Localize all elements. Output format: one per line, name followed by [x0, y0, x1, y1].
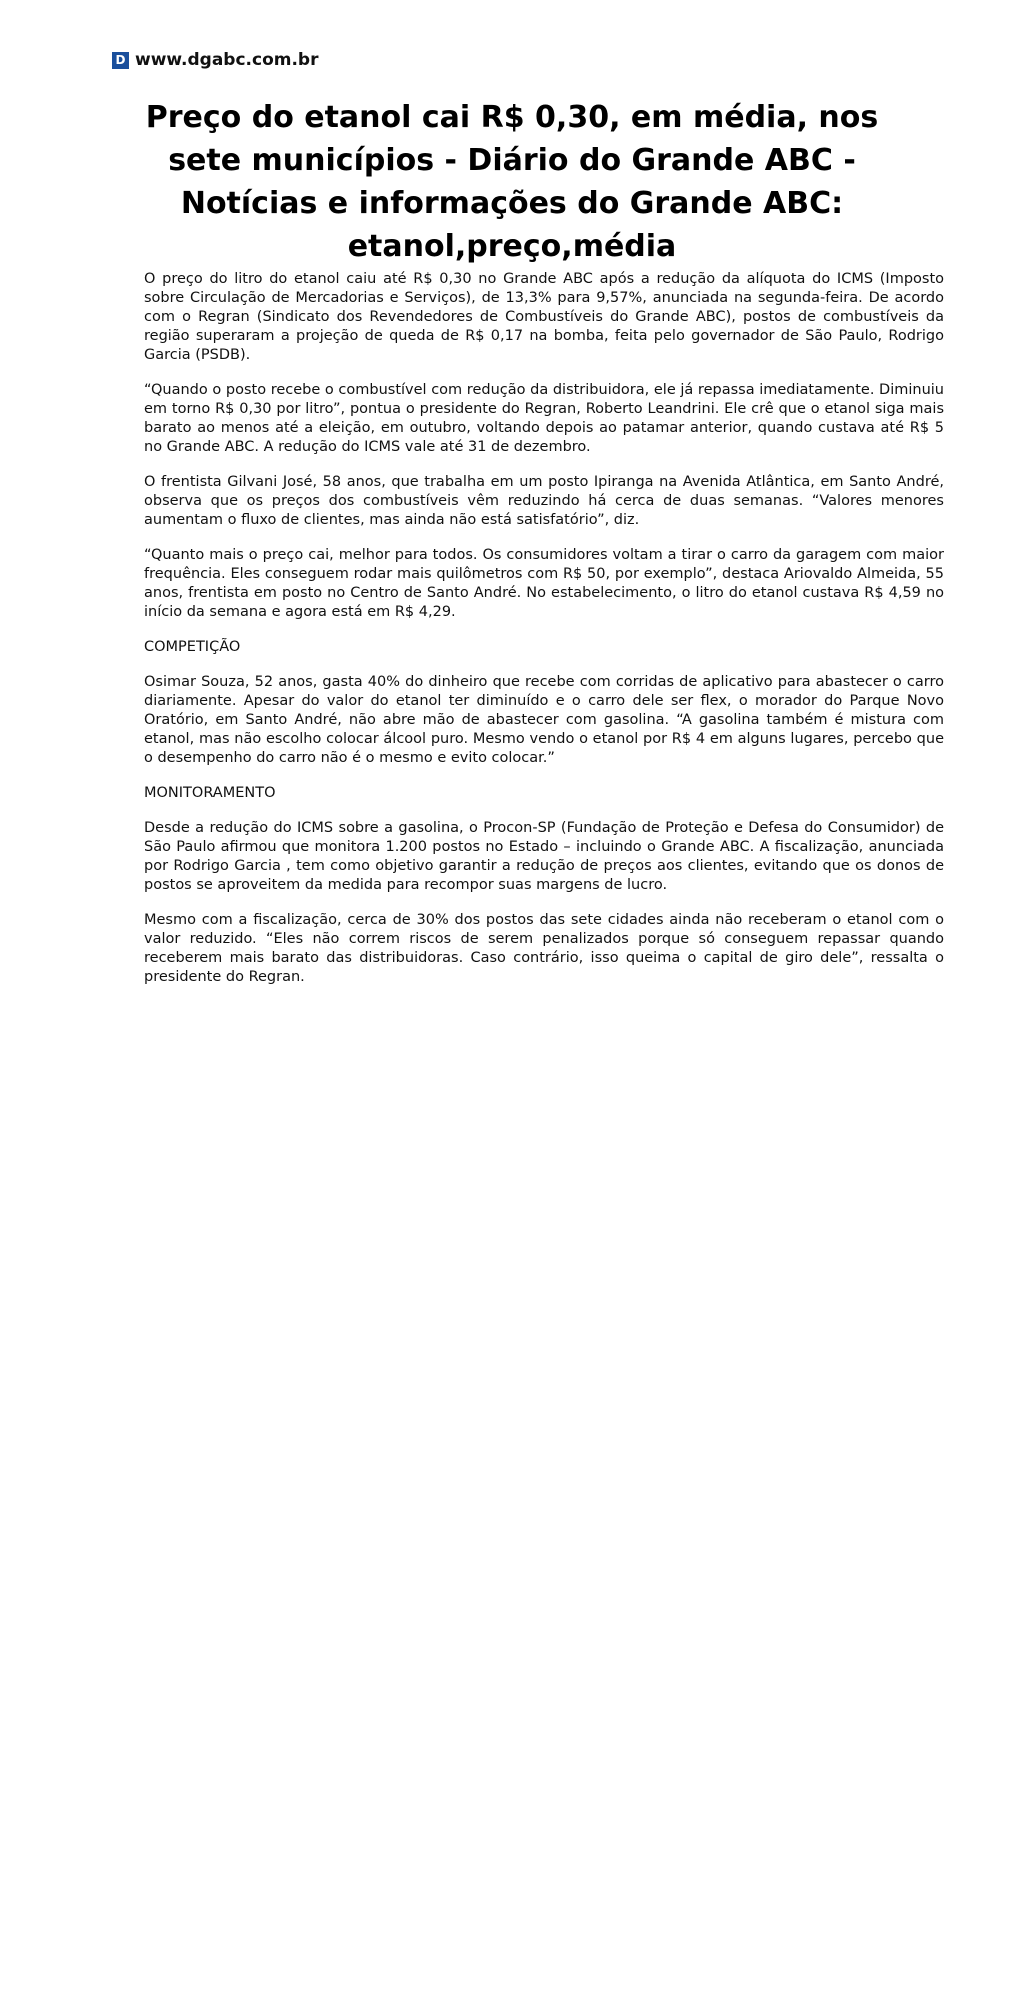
article-paragraph-5: Osimar Souza, 52 anos, gasta 40% do dinheiro que recebe com corridas de aplicativo para abastecer o carro diariamente. Apesar do valor do etanol ter diminuído e o carro dele ser flex, o morador do Parque Novo Oratório, em Santo André, não abre mão de abastecer com gasolina. “A gasolina também é mistura com etanol, mas não escolho colocar álcool puro. Mesmo vendo o etanol por R$ 4 em alguns lugares, percebo que o desempenho do carro não é o mesmo e evito colocar.”: [144, 674, 944, 766]
article-paragraph-7: Mesmo com a fiscalização, cerca de 30% dos postos das sete cidades ainda não receberam o etanol com o valor reduzido. “Eles não correm riscos de serem penalizados porque só conseguem repassar quando receberem mais barato das distribuidoras. Caso contrário, isso queima o capital de giro dele”, ressalta o presidente do Regran.: [144, 912, 944, 985]
article-paragraph-3: O frentista Gilvani José, 58 anos, que trabalha em um posto Ipiranga na Avenida Atlântica, em Santo André, observa que os preços dos combustíveis vêm reduzindo há cerca de duas semanas. “Valores menores aumentam o fluxo de clientes, mas ainda não está satisfatório”, diz.: [144, 474, 944, 528]
section-heading-competicao: COMPETIÇÃO: [144, 639, 241, 655]
site-header: [112, 50, 318, 70]
site-url[interactable]: www.dgabc.com.br: [135, 50, 319, 70]
site-logo-icon: D: [112, 52, 129, 69]
page-title: Preço do etanol cai R$ 0,30, em média, nos sete municípios - Diário do Grande ABC - Notícias e informações do Grande ABC: etanol,preço,média: [145, 100, 879, 264]
section-heading-monitoramento: MONITORAMENTO: [144, 785, 276, 801]
article-paragraph-4: “Quanto mais o preço cai, melhor para todos. Os consumidores voltam a tirar o carro da garagem com maior frequência. Eles conseguem rodar mais quilômetros com R$ 50, por exemplo”, destaca Ariovaldo Almeida, 55 anos, frentista em posto no Centro de Santo André. No estabelecimento, o litro do etanol custava R$ 4,59 no início da semana e agora está em R$ 4,29.: [144, 547, 944, 620]
article-paragraph-1: O preço do litro do etanol caiu até R$ 0,30 no Grande ABC após a redução da alíquota do ICMS (Imposto sobre Circulação de Mercadorias e Serviços), de 13,3% para 9,57%, anunciada na segunda-feira. De acordo com o Regran (Sindicato dos Revendedores de Combustíveis do Grande ABC), postos de combustíveis da região superaram a projeção de queda de R$ 0,17 na bomba, feita pelo governador de São Paulo, Rodrigo Garcia (PSDB).: [144, 271, 944, 363]
article-body: [144, 270, 944, 1003]
article-paragraph-2: “Quando o posto recebe o combustível com redução da distribuidora, ele já repassa imediatamente. Diminuiu em torno R$ 0,30 por litro”, pontua o presidente do Regran, Roberto Leandrini. Ele crê que o etanol siga mais barato ao menos até a eleição, em outubro, voltando depois ao patamar anterior, quando custava até R$ 5 no Grande ABC. A redução do ICMS vale até 31 de dezembro.: [144, 382, 944, 455]
article-paragraph-6: Desde a redução do ICMS sobre a gasolina, o Procon-SP (Fundação de Proteção e Defesa do Consumidor) de São Paulo afirmou que monitora 1.200 postos no Estado – incluindo o Grande ABC. A fiscalização, anunciada por Rodrigo Garcia , tem como objetivo garantir a redução de preços aos clientes, evitando que os donos de postos se aproveitem da medida para recompor suas margens de lucro.: [144, 820, 944, 893]
